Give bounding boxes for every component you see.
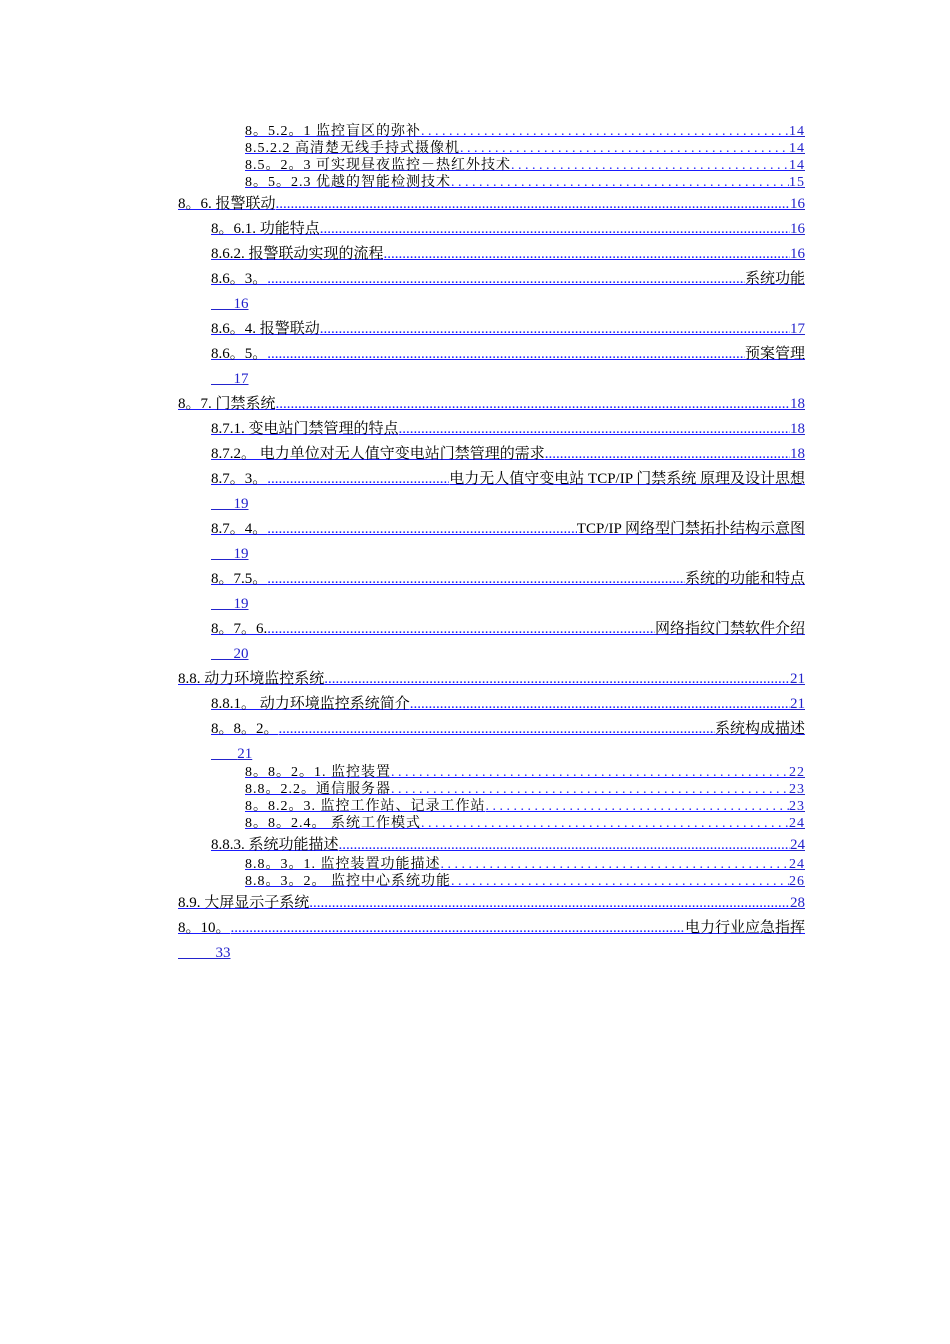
toc-entry-label: 8.5。2。3 可实现昼夜监控－热红外技术 [245, 158, 511, 173]
toc-leader [267, 345, 745, 363]
toc-page-number[interactable]: 18 [790, 446, 805, 462]
toc-entry-title: TCP/IP 网络型门禁拓扑结构示意图 [576, 521, 805, 537]
toc-leader [267, 470, 449, 488]
toc-entry-label: 8。8。2。1. 监控装置 [245, 765, 391, 780]
toc-entry[interactable] [245, 816, 805, 832]
toc-page-number[interactable]: 19 [233, 596, 249, 612]
toc-entry[interactable] [211, 270, 805, 288]
toc-page-line[interactable] [211, 745, 252, 763]
toc-leader [231, 919, 685, 937]
toc-leader [421, 816, 789, 832]
toc-leader [267, 620, 655, 638]
toc-entry-label: 8。6.1. 功能特点 [211, 221, 320, 237]
toc-page-number[interactable]: 23 [789, 782, 805, 797]
toc-entry[interactable] [245, 141, 805, 157]
toc-entry-title: 电力行业应急指挥 [684, 920, 805, 936]
toc-leader [391, 782, 789, 798]
toc-entry[interactable] [211, 220, 805, 238]
toc-entry-label: 8。6. 报警联动 [178, 196, 276, 212]
toc-entry[interactable] [245, 782, 805, 798]
toc-entry-label: 8.7.1. 变电站门禁管理的特点 [211, 421, 399, 437]
toc-entry[interactable] [178, 894, 805, 912]
toc-leader [267, 270, 745, 288]
toc-entry-label: 8。7.5。 [211, 571, 268, 587]
toc-leader [309, 894, 790, 912]
toc-leader [441, 857, 790, 873]
toc-entry[interactable] [211, 570, 805, 588]
toc-page-number[interactable]: 14 [789, 158, 805, 173]
toc-entry-label: 8.6。5。 [211, 346, 268, 362]
toc-leader [545, 445, 790, 463]
toc-entry[interactable] [211, 320, 805, 338]
toc-entry-label: 8.6。4. 报警联动 [211, 321, 320, 337]
toc-page-number[interactable]: 33 [215, 945, 231, 961]
toc-entry-label: 8.8。2.2。通信服务器 [245, 782, 391, 797]
toc-entry-title: 电力无人值守变电站 TCP/IP 门禁系统 原理及设计思想 [449, 471, 805, 487]
toc-page-line[interactable] [211, 595, 249, 613]
toc-entry[interactable] [211, 695, 805, 713]
toc-entry-label: 8.6.2. 报警联动实现的流程 [211, 246, 384, 262]
toc-page-number[interactable]: 21 [237, 746, 253, 762]
toc-page-number[interactable]: 17 [790, 321, 805, 337]
toc-entry[interactable] [211, 620, 805, 638]
toc-leader [511, 158, 789, 174]
toc-entry[interactable] [211, 520, 805, 538]
toc-entry[interactable] [211, 720, 805, 738]
toc-entry-label: 8.8。3。1. 监控装置功能描述 [245, 857, 441, 872]
toc-leader [267, 520, 577, 538]
toc-entry-title: 预案管理 [744, 346, 805, 362]
toc-page-number[interactable]: 15 [789, 175, 805, 190]
toc-page-number[interactable]: 23 [789, 799, 805, 814]
toc-entry-label: 8。8。2。 [211, 721, 279, 737]
toc-entry[interactable] [211, 836, 805, 854]
toc-entry[interactable] [245, 857, 805, 873]
toc-entry-label: 8.8。3。2。 监控中心系统功能 [245, 874, 451, 889]
toc-page-number[interactable]: 14 [789, 141, 805, 156]
toc-leader [267, 570, 685, 588]
toc-leader [421, 124, 789, 140]
toc-entry-label: 8.7。4。 [211, 521, 268, 537]
toc-page-line[interactable] [211, 370, 249, 388]
toc-entry-label: 8.7.2。 电力单位对无人值守变电站门禁管理的需求 [211, 446, 545, 462]
toc-entry[interactable] [245, 765, 805, 781]
toc-entry-label: 8。10。 [178, 920, 231, 936]
toc-page-number[interactable]: 18 [790, 421, 805, 437]
toc-entry[interactable] [178, 395, 805, 413]
toc-entry-title: 网络指纹门禁软件介绍 [654, 621, 805, 637]
toc-entry-title: 系统功能 [744, 271, 805, 287]
toc-entry[interactable] [178, 670, 805, 688]
toc-entry-label: 8。5.2。1 监控盲区的弥补 [245, 124, 421, 139]
toc-page-line[interactable] [211, 295, 249, 313]
toc-leader [486, 799, 790, 815]
toc-page-number[interactable]: 19 [233, 546, 249, 562]
toc-page-number[interactable]: 24 [789, 816, 805, 831]
toc-page-number[interactable]: 28 [790, 895, 805, 911]
toc-page-number[interactable]: 24 [789, 857, 805, 872]
toc-page-number[interactable]: 17 [233, 371, 249, 387]
toc-leader [320, 220, 790, 238]
toc-entry-label: 8。7。6. [211, 621, 268, 637]
toc-entry[interactable] [211, 345, 805, 363]
toc-page-number[interactable]: 19 [233, 496, 249, 512]
toc-page-number[interactable]: 16 [233, 296, 249, 312]
toc-leader [399, 420, 790, 438]
toc-page-number[interactable]: 21 [790, 671, 805, 687]
toc-entry-label: 8.8.1。 动力环境监控系统简介 [211, 696, 410, 712]
toc-page-number[interactable]: 18 [790, 396, 805, 412]
toc-entry[interactable] [245, 175, 805, 191]
toc-leader [410, 695, 790, 713]
toc-entry-label: 8。7. 门禁系统 [178, 396, 276, 412]
toc-page-line[interactable] [211, 495, 249, 513]
toc-entry-label: 8.8. 动力环境监控系统 [178, 671, 325, 687]
toc-entry-label: 8.8.3. 系统功能描述 [211, 837, 339, 853]
toc-entry[interactable] [178, 195, 805, 213]
toc-page-line[interactable] [178, 944, 231, 962]
toc-page-line[interactable] [211, 545, 249, 563]
toc-leader [451, 874, 789, 890]
toc-entry-label: 8.9. 大屏显示子系统 [178, 895, 310, 911]
toc-leader [320, 320, 790, 338]
toc-leader [391, 765, 789, 781]
toc-leader [451, 175, 789, 191]
toc-entry[interactable] [211, 245, 805, 263]
toc-page-number[interactable]: 16 [790, 246, 805, 262]
toc-leader [384, 245, 790, 263]
toc-entry-label: 8。8。2.4。 系统工作模式 [245, 816, 421, 831]
toc-entry-label: 8.6。3。 [211, 271, 268, 287]
toc-page-number[interactable]: 14 [789, 124, 805, 139]
toc-page-number[interactable]: 20 [233, 646, 249, 662]
toc-entry[interactable] [178, 919, 805, 937]
toc-entry[interactable] [211, 470, 805, 488]
toc-page-number[interactable]: 22 [789, 765, 805, 780]
toc-entry[interactable] [245, 124, 805, 140]
toc-entry[interactable] [245, 158, 805, 174]
toc-page-number[interactable]: 16 [790, 196, 805, 212]
toc-page-number[interactable]: 16 [790, 221, 805, 237]
toc-entry-label: 8。5。2.3 优越的智能检测技术 [245, 175, 451, 190]
toc-entry-title: 系统构成描述 [714, 721, 805, 737]
toc-entry-label: 8。8.2。3. 监控工作站、记录工作站 [245, 799, 486, 814]
toc-page-number[interactable]: 24 [790, 837, 805, 853]
toc-page-number[interactable]: 21 [790, 696, 805, 712]
toc-leader [279, 720, 715, 738]
toc-entry[interactable] [245, 874, 805, 890]
toc-page-number[interactable]: 26 [789, 874, 805, 889]
toc-leader [460, 141, 789, 157]
toc-entry[interactable] [211, 445, 805, 463]
toc-leader [276, 395, 790, 413]
toc-entry-label: 8.5.2.2 高清楚无线手持式摄像机 [245, 141, 460, 156]
toc-leader [324, 670, 790, 688]
toc-page-line[interactable] [211, 645, 249, 663]
toc-leader [339, 836, 790, 854]
toc-entry-title: 系统的功能和特点 [684, 571, 805, 587]
toc-leader [276, 195, 790, 213]
toc-entry-label: 8.7。3。 [211, 471, 268, 487]
toc-entry[interactable] [211, 420, 805, 438]
toc-entry[interactable] [245, 799, 805, 815]
